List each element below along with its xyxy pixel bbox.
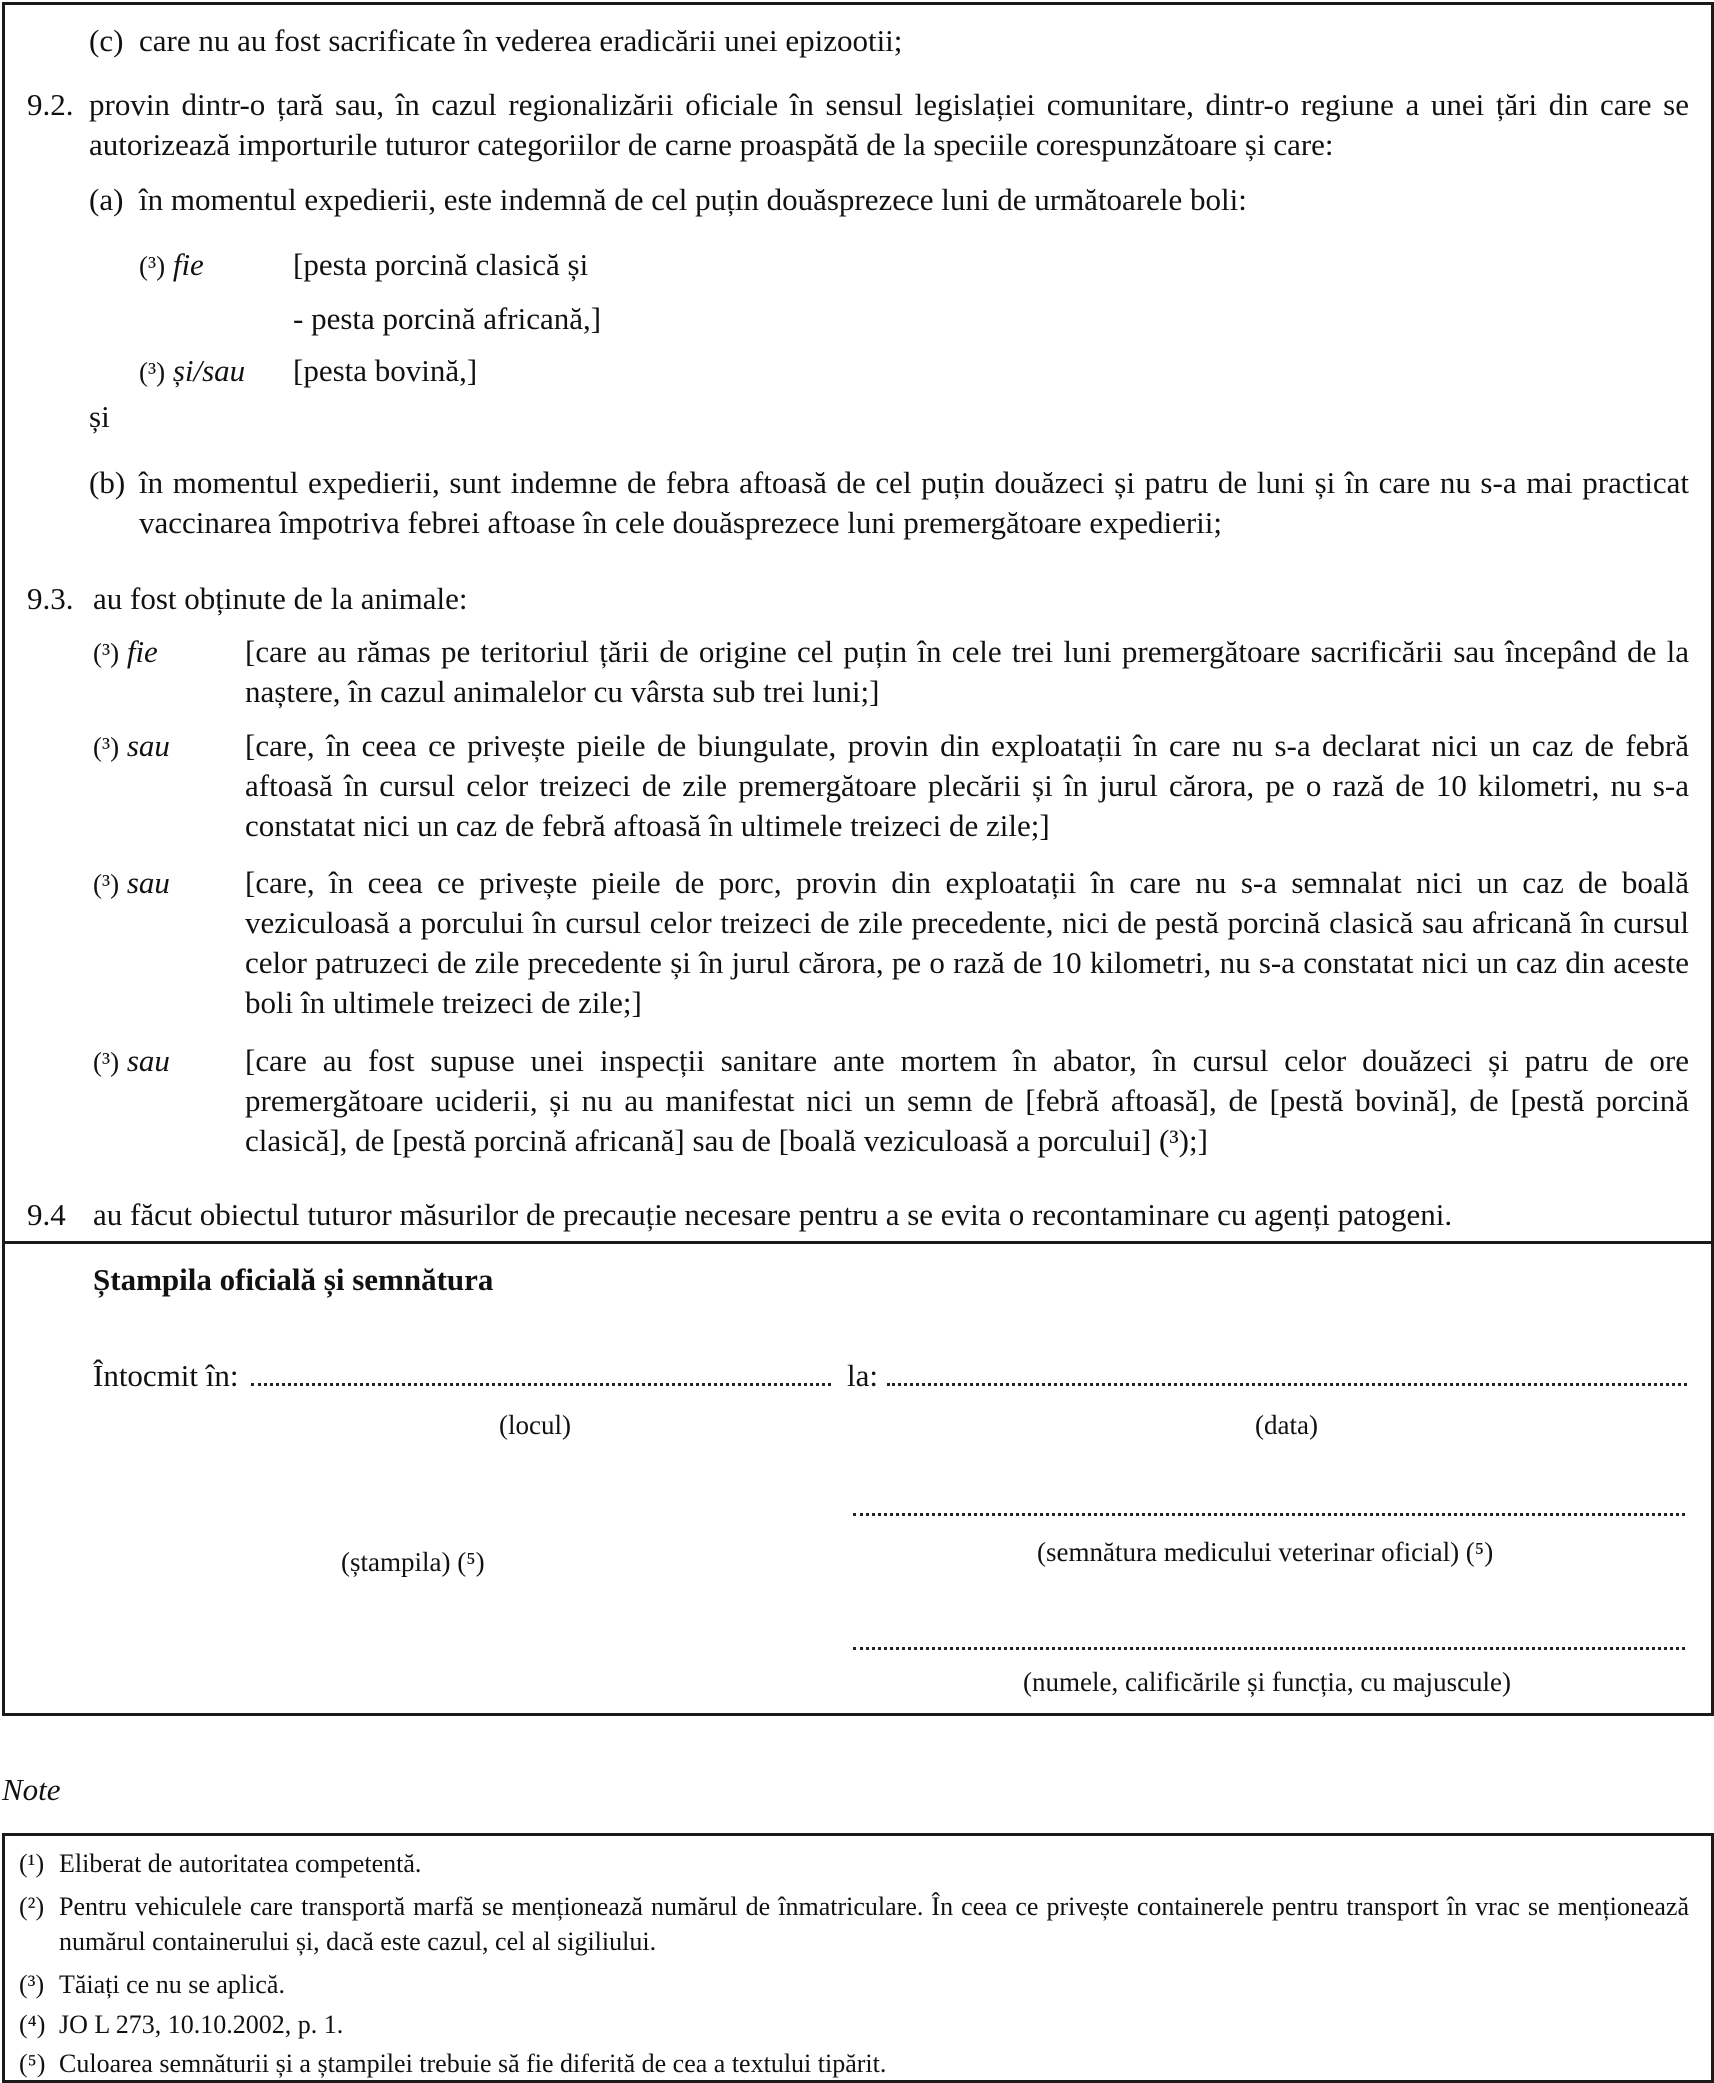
option-label — [93, 863, 170, 904]
section-9-4-number: 9.4 — [27, 1197, 66, 1232]
option-word: sau — [126, 728, 170, 763]
certificate-box — [2, 2, 1714, 1716]
footnote-ref: (³) — [93, 732, 120, 762]
section-9-3-number: 9.3. — [27, 581, 74, 616]
option-label — [93, 726, 170, 767]
option-word: fie — [126, 634, 158, 669]
signature-heading: Ștampila oficială și semnătura — [93, 1262, 494, 1297]
note-label: (⁵) — [19, 2049, 46, 2078]
footnote-ref: (³) — [93, 869, 120, 899]
option-label — [93, 1041, 170, 1082]
note-label: (¹) — [19, 1849, 45, 1878]
si-connector: și — [89, 399, 110, 434]
note-text: JO L 273, 10.10.2002, p. 1. — [59, 2010, 344, 2039]
place-label: Întocmit în: — [93, 1358, 239, 1393]
footnote-ref: (³) — [139, 357, 166, 387]
note-text: Eliberat de autoritatea competentă. — [59, 1849, 422, 1878]
date-label: la: — [847, 1358, 878, 1393]
fie-option — [139, 245, 204, 286]
note-text: Tăiați ce nu se aplică. — [59, 1970, 285, 1999]
stamp-caption: (ștampila) (⁵) — [341, 1547, 485, 1577]
fie-label: fie — [172, 247, 204, 282]
signature-field[interactable] — [853, 1513, 1685, 1516]
option-word: sau — [126, 1043, 170, 1078]
name-field[interactable] — [853, 1647, 1685, 1650]
note-label: (³) — [19, 1970, 45, 1999]
dash-text: - pesta porcină africană,] — [293, 301, 602, 336]
signature-caption: (semnătura medicului veterinar oficial) (⁵) — [1037, 1537, 1494, 1567]
note-label: (⁴) — [19, 2010, 46, 2039]
place-caption: (locul) — [499, 1410, 571, 1440]
footnote-ref: (³) — [93, 1047, 120, 1077]
item-a-label: (a) — [89, 182, 124, 217]
note-label: (²) — [19, 1892, 45, 1921]
note-text: Culoarea semnăturii și a ștampilei trebuie să fie diferită de cea a textului tipărit. — [59, 2049, 887, 2078]
sisau-text: [pesta bovină,] — [293, 353, 478, 388]
footnote-ref: (³) — [139, 251, 166, 281]
date-caption: (data) — [1255, 1410, 1318, 1440]
section-9-2-number: 9.2. — [27, 87, 74, 122]
fie-text: [pesta porcină clasică și — [293, 247, 589, 282]
option-text: [care, în ceea ce privește pieile de biungulate, provin din exploatații în care nu s-a declarat nici un caz de febră aftoasă în cursul celor treizeci de zile premergătoare plecării și în jurul cărora, pe o rază de 10 kilometri, nu s-a constatat nici un caz de febră aftoasă în ultimele treizeci de zile;] — [245, 728, 1689, 843]
item-b-label: (b) — [89, 465, 126, 500]
item-a-text: în momentul expedierii, este indemnă de cel puțin douăsprezece luni de următoarele boli: — [139, 182, 1247, 217]
option-word: sau — [126, 865, 170, 900]
option-text: [care au rămas pe teritoriul țării de origine cel puțin în cele trei luni premergătoare sacrificării sau începând de la naștere, în cazul animalelor cu vârsta sub trei luni;] — [245, 634, 1689, 709]
section-9-2-intro: provin dintr-o țară sau, în cazul regionalizării oficiale în sensul legislației comunitare, dintr-o regiune a unei țări din care se autorizează importurile tuturor categoriilor de carne proaspătă de la speciile corespunzătoare și care: — [89, 87, 1689, 162]
section-9-3-intro: au fost obținute de la animale: — [93, 581, 468, 616]
item-c-label: (c) — [89, 23, 124, 58]
option-text: [care, în ceea ce privește pieile de porc, provin din exploatații în care nu s-a semnalat nici un caz de boală veziculoasă a porcului în cursul celor treizeci de zile precedente, nici de pestă porcină clasică sau africană în cursul celor patruzeci de zile precedente și în jurul cărora, pe o rază de 10 kilometri, nu s-a constatat nici un caz din aceste boli în ultimele treizeci de zile;] — [245, 865, 1689, 1020]
footnote-ref: (³) — [93, 638, 120, 668]
name-caption: (numele, calificările și funcția, cu majuscule) — [1023, 1667, 1512, 1697]
section-divider — [5, 1241, 1711, 1244]
option-text: [care au fost supuse unei inspecții sanitare ante mortem în abator, în cursul celor douăzeci și patru de ore premergătoare uciderii, și nu au manifestat nici un semn de [febră aftoasă], de [pestă bovină], de [pestă porcină clasică], de [pestă porcină africană] sau de [boală veziculoasă a porcului] (³);] — [245, 1043, 1689, 1158]
item-b-text: în momentul expedierii, sunt indemne de febra aftoasă de cel puțin douăzeci și patru de luni și în care nu s-a mai practicat vaccinarea împotriva febrei aftoase în cele douăsprezece luni premergătoare expedierii; — [139, 465, 1689, 540]
note-text: Pentru vehiculele care transportă marfă se menționează numărul de înmatriculare. În ceea ce privește containerele pentru transport în vrac se menționează numărul containerului și, dacă este cazul, cel al sigiliului. — [59, 1892, 1689, 1956]
notes-title: Note — [2, 1772, 61, 1807]
section-9-4-text: au făcut obiectul tuturor măsurilor de precauție necesare pentru a se evita o recontaminare cu agenți patogeni. — [93, 1197, 1453, 1232]
item-c-text: care nu au fost sacrificate în vederea eradicării unei epizootii; — [139, 23, 903, 58]
place-field[interactable] — [251, 1383, 831, 1386]
sisau-option — [139, 351, 245, 392]
option-label — [93, 632, 158, 673]
date-field[interactable] — [887, 1383, 1687, 1386]
sisau-label: și/sau — [172, 353, 246, 388]
notes-box — [2, 1833, 1714, 2083]
